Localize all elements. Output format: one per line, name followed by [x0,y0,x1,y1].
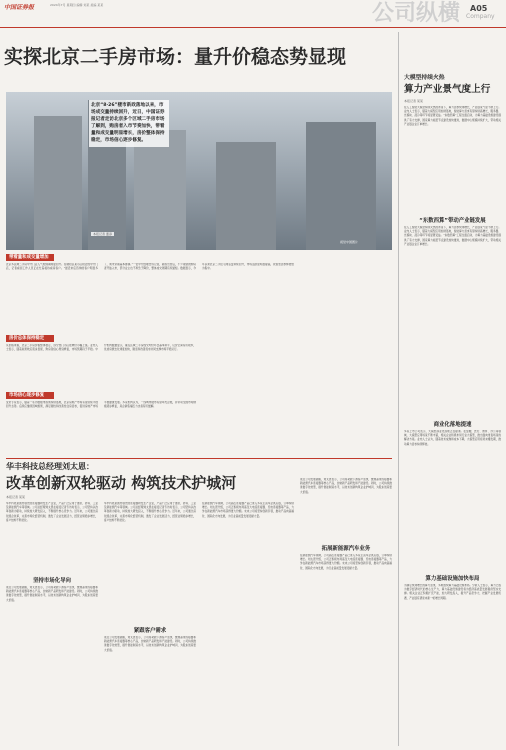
sidebar-divider [398,32,399,746]
masthead-rule [0,27,506,28]
sidebar-byline: 本报记者 某某 [404,99,423,103]
newspaper-logo: 中国证券报 [4,4,35,11]
building-shape [134,130,186,250]
building-shape [34,116,82,250]
main-photo [6,92,392,250]
photo-caption: 视觉中国图片 [340,240,359,244]
article-divider [6,458,392,459]
sidebar-headline: 算力产业景气度上行 [404,84,491,95]
main-headline: 实探北京二手房市场：量升价稳态势显现 [4,46,347,68]
lower-body-5: 谈及公司发展战略，刘太恩表示，公司将紧跟下游客户需求，聚焦高速连接器和新能源汽车连接器等核心产品，加快新产品研发和产能建设。同时，公司持续推进数字化转型，提升智能制造水平，以技术创新构筑企业护城河，为股东创造更大价值。 [300,478,392,494]
sidebar-subhead-2: 商业化落地提速 [433,422,472,428]
page-number: A05 [470,4,488,13]
main-section-body-2: 从价格来看，北京二手房价格整体稳定，部分热门小区挂牌价小幅上涨。业内人士表示，随着政策效应逐步显现，购房者信心得到修复，市场预期趋于平稳。中介机构数据显示，重点区域二手房成交均价环比基本持平，议价空间有所收窄，优质房源去化速度加快，刚需和改善需求共同支撑市场平稳运行。 [6,344,196,352]
lower-subhead-3: 拓展新能源汽车业务 [321,546,371,552]
sidebar-intro: 在人工智能大模型持续火热的背景下，算力需求快速增长，产业链景气度不断上行。业内人士表示，随着大模型应用加速落地，智能算力需求有望持续高增长，服务器、光模块、液冷等环节将显著受益。“东数西算”工程全面启动，为算力基础设施建设提供了有力支撑，国家算力枢纽节点建设加快推进，数据中心规模持续扩大，带动相关产业链企业订单增长。 [404,106,501,126]
lower-byline: 本报记者 某某 [6,495,25,499]
main-section-title-1: 带看量和成交量增加 [6,254,54,261]
sidebar-subhead-3: 算力基础设施加快布局 [425,576,480,582]
lower-kicker: 华丰科技总经理刘太恩： [6,462,94,471]
lower-body-2: 华丰科技是国内领先的连接器研发生产企业，产品广泛应用于通讯、防务、工业及新能源汽车等领域。公司总经理刘太恩在接受记者专访时表示，公司坚持以改革创新为驱动，持续加大研发投入，不断提升核心竞争力。近年来，公司通过深化国企改革，完善市场化经营机制，激发了企业发展活力，经营业绩稳步增长，客户结构不断优化。 [104,502,196,522]
building-shape [216,142,276,250]
main-section-body-3: 受访专家表示，随着一系列稳楼市政策持续落地，北京房地产市场有望延续平稳回升态势。后续应继续因城施策，满足刚性和改善性住房需求，促进房地产市场平稳健康发展。多家机构认为，一线城市楼市有望率先企稳，并带动全国市场情绪逐步修复，房企销售端压力也将有所缓解。 [6,401,196,409]
sidebar-body-3: 为满足快速增长的算力需求，多地加快算力基础设施布局。分析人士表示，算力已成为数字经济时代的核心生产力，算力基础设施建设将为经济高质量发展提供坚实支撑。相关企业正积极扩充产能，加大研发投入，提升产品竞争力，把握产业发展机遇，产业链有望迎来新一轮增长周期。 [404,584,501,600]
main-section-body-1: 北京多区域二手房中介门店人气较前期明显回升。在朝阳区某小区附近的中介门店，记者看到工作人员正在忙着接待看房客户。“最近来店咨询的客户明显多了，周末带看基本排满。”一位中介经理告诉记者，新政出台后，不少观望的购房者开始入市，部分业主也不再急于降价，整体成交周期有所缩短。数据显示，今年以来北京二手住宅网签量持续回升，市场活跃度明显提高，改善型需求释放较为集中。 [6,263,294,271]
masthead [0,0,506,26]
sidebar-subhead-1: “东数西算”带动产业链发展 [419,218,486,224]
section-title: 公司纵横 [372,1,461,26]
main-section-title-2: 房价总体保持稳定 [6,335,54,342]
lede-text: 北京“8·26”楼市新政落地以来，市场成交量持续回升，近日，中国证券报记者走访北京多个区域二手房市场了解到，购房者入市节奏加快，带看量和成交量明显增长，房价整体保持稳定，市场信心逐步修复。 [89,100,169,147]
sidebar-body-2: 多家上市公司表示，大模型商业化落地正在提速。在金融、医疗、教育、办公等领域，大模型应用场景不断丰富，相关企业积极布局行业大模型，推出面向垂直场景的解决方案。业内人士认为，随着技术成熟和成本下降，大模型应用将迎来爆发期，推动算力需求持续释放。 [404,430,501,446]
lower-headline: 改革创新双轮驱动 构筑技术护城河 [6,474,237,492]
lower-body-1: 谈及公司发展战略，刘太恩表示，公司将紧跟下游客户需求，聚焦高速连接器和新能源汽车连接器等核心产品，加快新产品研发和产能建设。同时，公司持续推进数字化转型，提升智能制造水平，以技术创新构筑企业护城河，为股东创造更大价值。 [6,586,98,602]
building-shape [306,122,376,250]
lower-body-3: 谈及公司发展战略，刘太恩表示，公司将紧跟下游客户需求，聚焦高速连接器和新能源汽车连接器等核心产品，加快新产品研发和产能建设。同时，公司持续推进数字化转型，提升智能制造水平，以技术创新构筑企业护城河，为股东创造更大价值。 [104,636,196,652]
date-line: 2024年7月 星期四 编辑 刘某 美编 某某 [50,3,104,7]
lower-body-6: 在新能源汽车领域，公司高压连接器产品已进入多家主流车企供应链，订单持续增长。刘太恩介绍，公司正积极布局高压大电流连接器、充电连接器等产品，力争在新能源汽车市场获得更大份额。未来公司将坚持创新引领，推动产品向高端化、国际化方向发展，为行业高质量发展贡献力量。 [300,554,392,570]
lower-subhead-2: 紧跟客户需求 [133,628,167,634]
sidebar-kicker: 大模型持续火热 [404,75,445,81]
section-title-en: Company [466,13,495,20]
lower-body-4: 在新能源汽车领域，公司高压连接器产品已进入多家主流车企供应链，订单持续增长。刘太恩介绍，公司正积极布局高压大电流连接器、充电连接器等产品，力争在新能源汽车市场获得更大份额。未来公司将坚持创新引领，推动产品向高端化、国际化方向发展，为行业高质量发展贡献力量。 [202,502,294,518]
sidebar-body-1: 在人工智能大模型持续火热的背景下，算力需求快速增长，产业链景气度不断上行。业内人士表示，随着大模型应用加速落地，智能算力需求有望持续高增长，服务器、光模块、液冷等环节将显著受益。“东数西算”工程全面启动，为算力基础设施建设提供了有力支撑，国家算力枢纽节点建设加快推进，数据中心规模持续扩大，带动相关产业链企业订单增长。 [404,226,501,246]
main-byline: 本报记者 董添 [93,232,112,236]
lower-subhead-1: 坚持市场化导向 [33,578,71,584]
lower-intro: 华丰科技是国内领先的连接器研发生产企业，产品广泛应用于通讯、防务、工业及新能源汽车等领域。公司总经理刘太恩在接受记者专访时表示，公司坚持以改革创新为驱动，持续加大研发投入，不断提升核心竞争力。近年来，公司通过深化国企改革，完善市场化经营机制，激发了企业发展活力，经营业绩稳步增长，客户结构不断优化。 [6,502,98,522]
main-section-title-3: 市场信心逐步修复 [6,392,54,399]
